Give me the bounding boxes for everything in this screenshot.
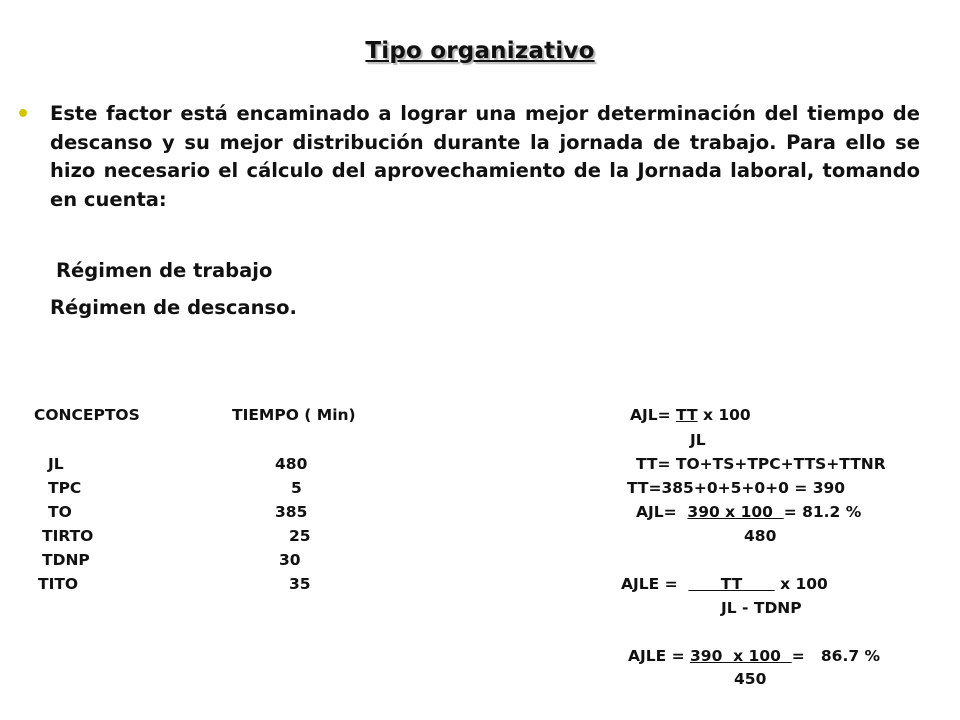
ajl-denominator: JL: [690, 431, 706, 449]
ajl-formula: [630, 406, 751, 424]
ajl-suffix: x 100: [697, 406, 751, 424]
table-row-concept: TPC: [48, 479, 82, 497]
tt-calculation: TT=385+0+5+0+0 = 390: [627, 479, 846, 497]
ajl-calc-numerator: 390 x 100: [687, 503, 784, 521]
ajle-calc-numerator: 390 x 100: [690, 647, 792, 665]
concepts-header: CONCEPTOS: [34, 406, 140, 424]
ajle-calc-result: = 86.7 %: [791, 647, 881, 665]
ajle-numerator: TT: [688, 575, 775, 593]
regime-rest-label: Régimen de descanso.: [50, 296, 297, 319]
table-row-concept: TO: [48, 503, 72, 521]
table-row-concept: TDNP: [42, 551, 90, 569]
table-row-time: 5: [291, 479, 302, 497]
tt-definition: TT= TO+TS+TPC+TTS+TTNR: [636, 455, 886, 473]
table-row-time: 385: [275, 503, 308, 521]
table-row-concept: JL: [48, 455, 64, 473]
ajle-formula: [621, 575, 828, 593]
bullet-point-icon: •: [16, 102, 31, 127]
table-row-concept: TITO: [38, 575, 79, 593]
ajle-calc-denominator: 450: [734, 670, 767, 688]
ajle-calculation: [628, 647, 880, 665]
slide-title: Tipo organizativo: [365, 38, 595, 64]
ajl-calc-prefix: AJL=: [636, 503, 688, 521]
table-row-time: 30: [279, 551, 301, 569]
ajl-calc-denominator: 480: [744, 527, 777, 545]
bullet-paragraph: Este factor está encaminado a lograr una mejor determinación del tiempo de descanso y su mejor distribución durante la jornada de trabajo. Para ello se hizo necesario el cálculo del aprovechamiento de la Jornada laboral, tomando en cuenta:: [50, 102, 920, 211]
ajl-calculation: [636, 503, 861, 521]
table-row-concept: TIRTO: [42, 527, 94, 545]
ajl-calc-result: = 81.2 %: [783, 503, 862, 521]
ajle-denominator: JL - TDNP: [721, 599, 802, 617]
table-row-time: 25: [289, 527, 311, 545]
ajle-calc-prefix: AJLE =: [628, 647, 691, 665]
ajl-prefix: AJL=: [630, 406, 677, 424]
ajle-prefix: AJLE =: [621, 575, 689, 593]
regime-work-label: Régimen de trabajo: [56, 259, 273, 282]
table-row-time: 480: [275, 455, 308, 473]
table-row-time: 35: [289, 575, 311, 593]
time-header: TIEMPO ( Min): [232, 406, 356, 424]
ajle-suffix: x 100: [774, 575, 828, 593]
ajl-numerator: TT: [676, 406, 698, 424]
